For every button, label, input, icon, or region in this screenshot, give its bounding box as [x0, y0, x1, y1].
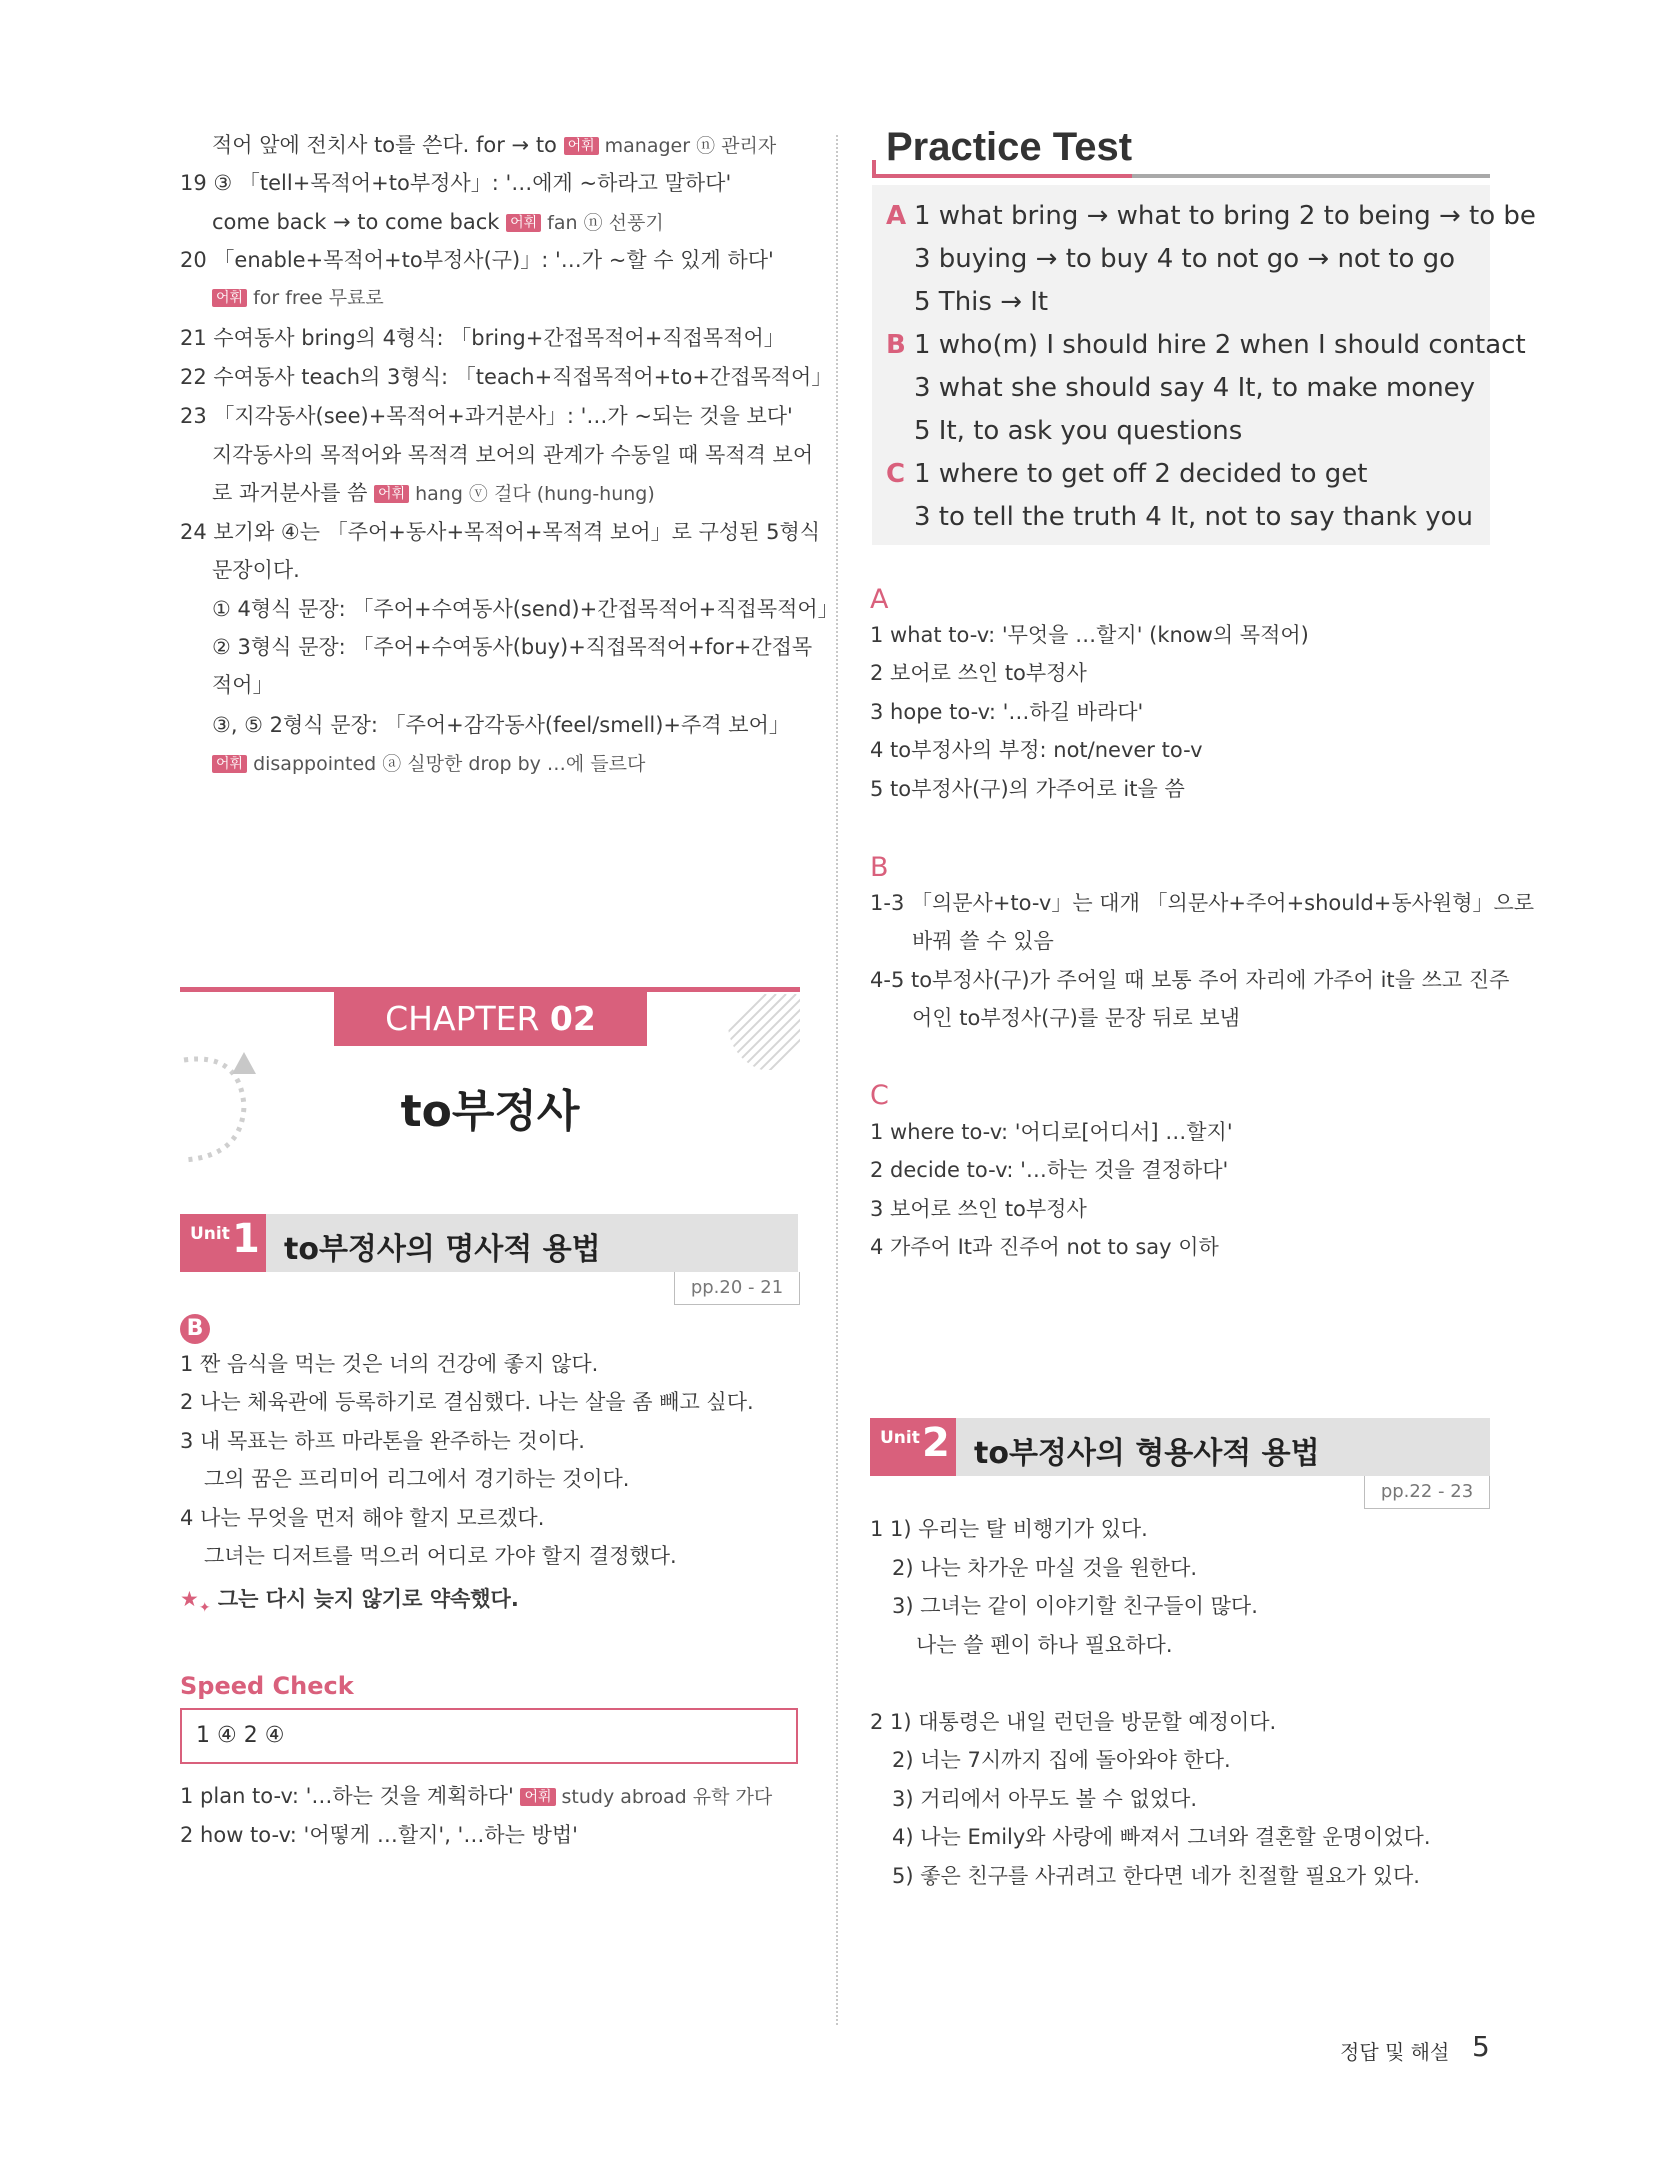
vocab-tag: 어휘 [212, 755, 247, 773]
unit-title: to부정사의 명사적 용법 [284, 1232, 601, 1267]
left-line-11: 24 보기와 ④는 「주어+동사+목적어+목적격 보어」로 구성된 5형식 [180, 520, 821, 544]
unit-badge: Unit 1 [180, 1214, 266, 1272]
practice-test-title: Practice Test [886, 125, 1133, 169]
chapter-label: CHAPTER 02 [334, 992, 647, 1046]
a-line-4: 4 to부정사의 부정: not/never to-v [870, 738, 1203, 762]
b-line-1: 1 짠 음식을 먹는 것은 너의 건강에 좋지 않다. [180, 1352, 599, 1376]
left-line-15: 적어」 [212, 673, 274, 697]
b-line-3: 3 내 목표는 하프 마라톤을 완주하는 것이다. [180, 1429, 585, 1453]
left-line-6: 21 수여동사 bring의 4형식: 「bring+간접목적어+직접목적어」 [180, 326, 785, 350]
rb-line-2: 바꿔 쓸 수 있음 [912, 929, 1054, 953]
left-line-14: ② 3형식 문장: 「주어+수여동사(buy)+직접목적어+for+간접목 [212, 635, 813, 659]
left-line-13: ① 4형식 문장: 「주어+수여동사(send)+간접목적어+직접목적어」 [212, 597, 839, 621]
star-icon: ★ [180, 1587, 199, 1611]
b-star-line: $★_✦$ 그는 다시 늦지 않기로 약속했다. [180, 1587, 519, 1616]
a-line-3: 3 hope to-v: '…하길 바라다' [870, 700, 1144, 724]
rb-line-1: 1-3 「의문사+to-v」는 대개 「의문사+주어+should+동사원형」으로 [870, 891, 1535, 915]
rc-line-2: 2 decide to-v: '…하는 것을 결정하다' [870, 1158, 1229, 1182]
chapter-title: to부정사 [400, 1086, 580, 1137]
pt-b-line-3: 5 It, to ask you questions [914, 416, 1243, 446]
a-line-2: 2 보어로 쓰인 to부정사 [870, 661, 1087, 685]
speed-line-1: 1 plan to-v: '…하는 것을 계획하다' 어휘 study abroad 유학 가다 [180, 1784, 773, 1808]
pt-c-line-2: 3 to tell the truth 4 It, not to say thank you [914, 502, 1474, 532]
diagonal-stripes-decoration [706, 994, 800, 1070]
speed-check-title: Speed Check [180, 1672, 354, 1700]
vocab-tag: 어휘 [212, 289, 247, 307]
left-line-10: 로 과거분사를 씀 어휘 hang ⓥ 걸다 (hung-hung) [212, 481, 655, 505]
u2-line-8: 4) 나는 Emily와 사랑에 빠져서 그녀와 결혼할 운명이었다. [892, 1825, 1431, 1849]
section-c-letter: C [870, 1080, 889, 1111]
left-line-16: ③, ⑤ 2형식 문장: 「주어+감각동사(feel/smell)+주격 보어」 [212, 713, 790, 737]
b-line-2: 2 나는 체육관에 등록하기로 결심했다. 나는 살을 좀 빼고 싶다. [180, 1390, 754, 1414]
pt-letter-c: C [886, 459, 906, 489]
section-a-letter: A [870, 584, 889, 615]
rb-line-4: 어인 to부정사(구)를 문장 뒤로 보냄 [912, 1006, 1240, 1030]
u2-line-2: 2) 나는 차가운 마실 것을 원한다. [892, 1556, 1198, 1580]
speed-line-2: 2 how to-v: '어떻게 …할지', '…하는 방법' [180, 1823, 578, 1847]
b-line-5: 4 나는 무엇을 먼저 해야 할지 모르겠다. [180, 1506, 545, 1530]
vocab-tag: 어휘 [564, 137, 599, 155]
u2-line-1: 1 1) 우리는 탈 비행기가 있다. [870, 1517, 1148, 1541]
u2-line-9: 5) 좋은 친구를 사귀려고 한다면 네가 친절할 필요가 있다. [892, 1864, 1420, 1888]
rc-line-4: 4 가주어 It과 진주어 not to say 이하 [870, 1235, 1219, 1259]
rb-line-3: 4-5 to부정사(구)가 주어일 때 보통 주어 자리에 가주어 it을 쓰고 진주 [870, 968, 1510, 992]
u2-line-6: 2) 너는 7시까지 집에 돌아와야 한다. [892, 1748, 1231, 1772]
a-line-1: 1 what to-v: '무엇을 …할지' (know의 목적어) [870, 623, 1309, 647]
u2-line-4: 나는 쓸 펜이 하나 필요하다. [916, 1633, 1173, 1657]
left-line-17: 어휘 disappointed ⓐ 실망한 drop by …에 들르다 [212, 748, 645, 779]
u2-line-5: 2 1) 대통령은 내일 런던을 방문할 예정이다. [870, 1710, 1277, 1734]
unit-title: to부정사의 형용사적 용법 [974, 1436, 1320, 1471]
vocab-tag: 어휘 [506, 214, 541, 232]
pt-b-line-2: 3 what she should say 4 It, to make money [914, 373, 1476, 403]
vocab-tag: 어휘 [520, 1788, 555, 1806]
pt-c-line-1: 1 where to get off 2 decided to get [914, 459, 1368, 489]
left-line-4: 20 「enable+목적어+to부정사(구)」: '…가 ~할 수 있게 하다' [180, 248, 774, 272]
unit-badge: Unit 2 [870, 1418, 956, 1476]
column-divider [836, 135, 838, 2025]
rc-line-3: 3 보어로 쓰인 to부정사 [870, 1197, 1087, 1221]
left-line-5: 어휘 for free 무료로 [212, 282, 384, 313]
a-line-5: 5 to부정사(구)의 가주어로 it을 씀 [870, 777, 1185, 801]
page-number: 5 [1472, 2030, 1490, 2063]
pt-a-line-1: 1 what bring → what to bring 2 to being → to be [914, 201, 1536, 231]
pt-a-line-2: 3 buying → to buy 4 to not go → not to go [914, 244, 1456, 274]
vocab-tag: 어휘 [374, 485, 409, 503]
left-line-3: come back → to come back 어휘 fan ⓝ 선풍기 [212, 210, 664, 234]
practice-test-gray-bar [1132, 174, 1490, 178]
left-line-12: 문장이다. [212, 558, 300, 582]
left-line-1: 적어 앞에 전치사 to를 쓴다. for → to 어휘 manager ⓝ 관리자 [212, 133, 777, 157]
b-line-4: 그의 꿈은 프리미어 리그에서 경기하는 것이다. [204, 1467, 630, 1491]
left-line-9: 지각동사의 목적어와 목적격 보어의 관계가 수동일 때 목적격 보어 [212, 443, 814, 467]
left-line-7: 22 수여동사 teach의 3형식: 「teach+직접목적어+to+간접목적어」 [180, 365, 833, 389]
section-b-badge: B [180, 1314, 210, 1344]
pt-letter-b: B [886, 330, 906, 360]
unit-pages: pp.20 - 21 [674, 1272, 800, 1305]
unit-pages: pp.22 - 23 [1364, 1476, 1490, 1509]
rc-line-1: 1 where to-v: '어디로[어디서] …할지' [870, 1120, 1233, 1144]
practice-test-red-bar [872, 174, 1132, 178]
u2-line-7: 3) 거리에서 아무도 볼 수 없었다. [892, 1787, 1198, 1811]
left-line-8: 23 「지각동사(see)+목적어+과거분사」: '…가 ~되는 것을 보다' [180, 404, 793, 428]
b-line-6: 그녀는 디저트를 먹으러 어디로 가야 할지 결정했다. [204, 1544, 677, 1568]
speed-check-box: 1 ④ 2 ④ [180, 1708, 798, 1764]
section-b-letter: B [870, 852, 889, 883]
left-line-2: 19 ③ 「tell+목적어+to부정사」: '…에게 ~하라고 말하다' [180, 171, 732, 195]
footer-label: 정답 및 해설 [1340, 2040, 1450, 2064]
practice-test-box [872, 185, 1490, 545]
pt-letter-a: A [886, 201, 907, 231]
u2-line-3: 3) 그녀는 같이 이야기할 친구들이 많다. [892, 1594, 1258, 1618]
pt-a-line-3: 5 This → It [914, 287, 1049, 317]
pt-b-line-1: 1 who(m) I should hire 2 when I should contact [914, 330, 1526, 360]
